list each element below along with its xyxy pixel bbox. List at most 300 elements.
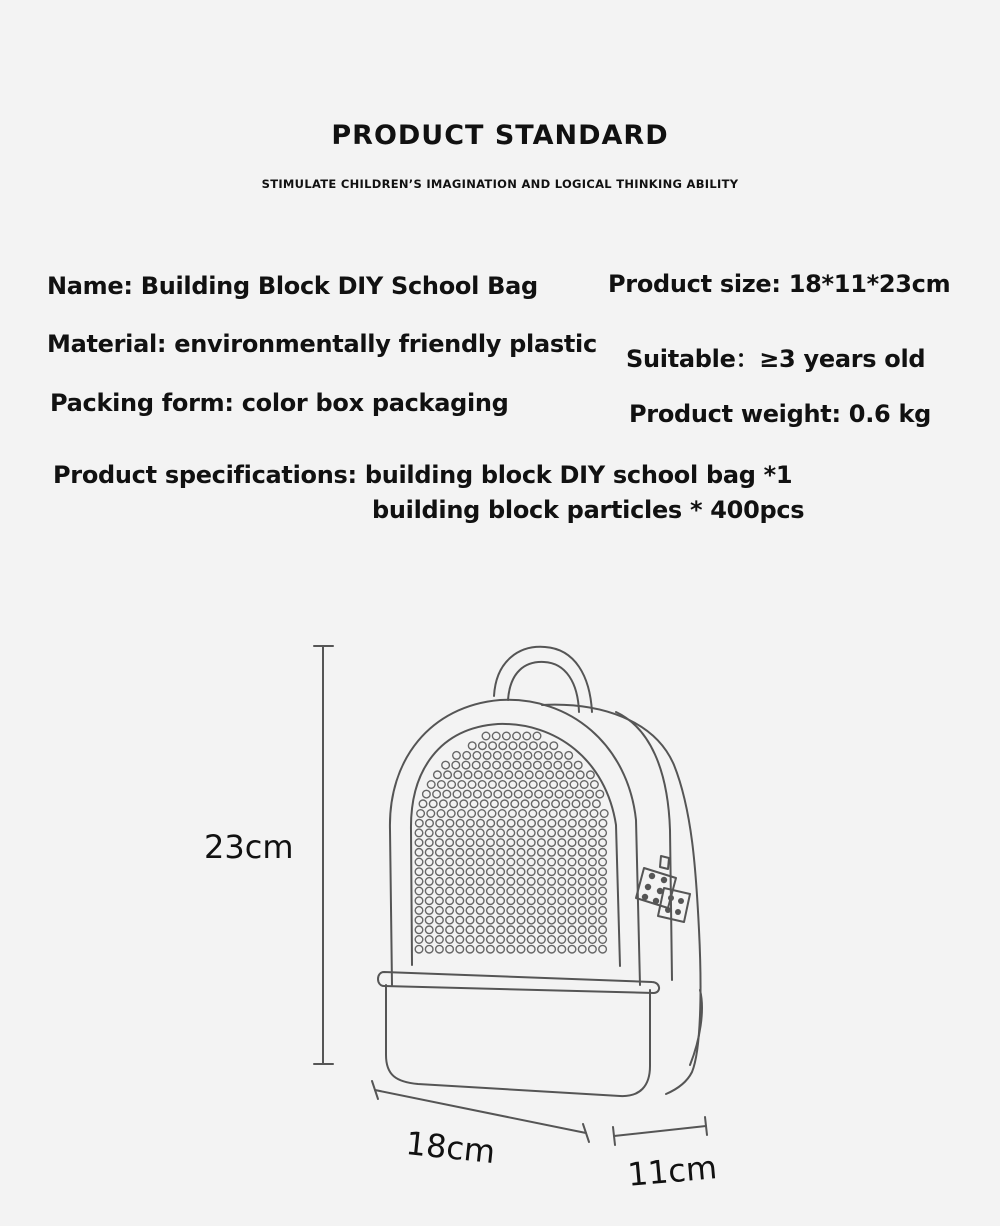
stud: [476, 858, 484, 866]
stud: [507, 936, 515, 944]
stud: [548, 819, 556, 827]
stud: [497, 887, 505, 895]
stud: [415, 897, 423, 905]
stud: [498, 810, 506, 818]
stud: [578, 945, 586, 953]
stud: [462, 761, 470, 769]
stud: [538, 936, 546, 944]
stud: [488, 810, 496, 818]
stud: [499, 742, 507, 750]
stud: [587, 771, 595, 779]
stud: [487, 878, 495, 886]
stud: [548, 849, 556, 857]
stud: [599, 926, 607, 934]
stud: [456, 945, 464, 953]
stud: [548, 868, 556, 876]
stud: [497, 907, 505, 915]
stud: [544, 761, 552, 769]
stud: [487, 916, 495, 924]
stud: [446, 897, 454, 905]
stud: [426, 819, 434, 827]
stud: [599, 829, 607, 837]
stud: [446, 945, 454, 953]
stud: [527, 916, 535, 924]
stud: [517, 926, 525, 934]
stud: [425, 926, 433, 934]
stud: [446, 819, 454, 827]
stud: [446, 907, 454, 915]
stud: [548, 907, 556, 915]
backpack-band: [378, 972, 659, 993]
stud: [578, 887, 586, 895]
stud: [538, 887, 546, 895]
charm-block-small: [658, 888, 690, 922]
stud: [578, 926, 586, 934]
stud: [568, 839, 576, 847]
stud: [448, 781, 456, 789]
stud: [487, 907, 495, 915]
stud: [517, 878, 525, 886]
stud: [497, 819, 505, 827]
stud: [476, 897, 484, 905]
stud: [558, 849, 566, 857]
stud: [443, 790, 451, 798]
depth-dimension-line: [614, 1126, 706, 1136]
stud: [476, 926, 484, 934]
stud: [527, 926, 535, 934]
stud: [507, 926, 515, 934]
stud: [578, 858, 586, 866]
stud: [436, 868, 444, 876]
stud: [527, 829, 535, 837]
stud: [519, 810, 527, 818]
stud: [463, 752, 471, 760]
stud: [466, 897, 474, 905]
stud: [453, 790, 461, 798]
stud: [456, 849, 464, 857]
stud: [507, 849, 515, 857]
stud: [446, 839, 454, 847]
stud: [476, 887, 484, 895]
stud: [568, 887, 576, 895]
stud: [503, 732, 511, 740]
stud: [507, 868, 515, 876]
stud: [427, 781, 435, 789]
stud: [568, 945, 576, 953]
stud: [528, 819, 536, 827]
stud: [456, 819, 464, 827]
charm-clip: [660, 856, 669, 869]
stud: [568, 916, 576, 924]
stud: [415, 887, 423, 895]
stud: [497, 926, 505, 934]
stud: [570, 781, 578, 789]
stud: [419, 800, 427, 808]
stud: [589, 849, 597, 857]
stud: [476, 849, 484, 857]
stud: [415, 839, 423, 847]
stud: [415, 907, 423, 915]
stud: [456, 868, 464, 876]
stud: [558, 936, 566, 944]
stud: [466, 926, 474, 934]
stud: [548, 936, 556, 944]
stud: [507, 907, 515, 915]
stud: [599, 916, 607, 924]
stud-grid: [415, 732, 608, 953]
stud: [517, 858, 525, 866]
stud: [476, 936, 484, 944]
stud: [514, 790, 522, 798]
stud: [507, 819, 515, 827]
stud: [415, 945, 423, 953]
stud: [507, 887, 515, 895]
stud: [456, 916, 464, 924]
stud: [540, 781, 548, 789]
stud: [600, 810, 608, 818]
stud: [527, 839, 535, 847]
stud: [425, 897, 433, 905]
stud: [568, 907, 576, 915]
stud: [568, 878, 576, 886]
stud: [487, 868, 495, 876]
stud: [464, 771, 472, 779]
stud: [576, 771, 584, 779]
stud: [423, 790, 431, 798]
stud: [483, 761, 491, 769]
stud: [429, 800, 437, 808]
spec-specifications-line1: Product specifications: building block DIY school bag *1: [53, 461, 793, 489]
stud: [535, 790, 543, 798]
stud: [425, 839, 433, 847]
depth-dimension-cap-right: [705, 1117, 707, 1135]
stud: [415, 868, 423, 876]
stud: [446, 887, 454, 895]
stud: [568, 849, 576, 857]
stud: [527, 868, 535, 876]
stud: [425, 849, 433, 857]
stud: [497, 858, 505, 866]
stud: [468, 781, 476, 789]
stud: [538, 858, 546, 866]
stud: [497, 878, 505, 886]
stud: [580, 810, 588, 818]
stud: [558, 858, 566, 866]
stud: [497, 849, 505, 857]
stud: [466, 858, 474, 866]
stud: [466, 907, 474, 915]
stud: [495, 771, 503, 779]
stud: [527, 936, 535, 944]
stud: [517, 897, 525, 905]
stud: [538, 829, 546, 837]
stud: [478, 781, 486, 789]
stud: [499, 781, 507, 789]
stud: [549, 810, 557, 818]
stud: [599, 887, 607, 895]
stud: [517, 907, 525, 915]
stud: [460, 800, 468, 808]
stud: [425, 858, 433, 866]
stud: [521, 800, 529, 808]
stud: [436, 926, 444, 934]
stud: [538, 878, 546, 886]
spec-weight: Product weight: 0.6 kg: [629, 400, 932, 428]
stud: [558, 829, 566, 837]
stud: [555, 790, 563, 798]
depth-dimension-cap-left: [613, 1127, 615, 1145]
stud: [582, 800, 590, 808]
stud: [599, 868, 607, 876]
stud: [489, 781, 497, 789]
stud: [450, 800, 458, 808]
page-title: PRODUCT STANDARD: [331, 120, 669, 151]
stud: [456, 907, 464, 915]
stud: [466, 849, 474, 857]
stud: [539, 810, 547, 818]
stud: [579, 819, 587, 827]
stud: [497, 936, 505, 944]
stud: [487, 829, 495, 837]
stud: [446, 878, 454, 886]
stud: [468, 810, 476, 818]
stud: [466, 916, 474, 924]
stud: [552, 800, 560, 808]
stud: [519, 781, 527, 789]
stud: [568, 926, 576, 934]
stud: [509, 742, 517, 750]
stud: [548, 839, 556, 847]
stud: [456, 829, 464, 837]
stud: [558, 878, 566, 886]
stud: [580, 781, 588, 789]
stud: [527, 907, 535, 915]
stud: [599, 878, 607, 886]
stud: [599, 849, 607, 857]
stud: [456, 887, 464, 895]
stud: [442, 761, 450, 769]
stud: [558, 887, 566, 895]
stud: [538, 916, 546, 924]
stud: [548, 858, 556, 866]
stud: [599, 819, 607, 827]
stud: [589, 829, 597, 837]
stud: [492, 732, 500, 740]
stud: [538, 897, 546, 905]
stud: [446, 916, 454, 924]
stud: [487, 887, 495, 895]
stud: [487, 819, 495, 827]
stud: [558, 839, 566, 847]
stud: [550, 781, 558, 789]
stud: [436, 829, 444, 837]
stud: [452, 761, 460, 769]
stud: [527, 878, 535, 886]
stud: [507, 897, 515, 905]
stud: [487, 945, 495, 953]
stud: [590, 810, 598, 818]
stud: [578, 907, 586, 915]
stud: [589, 887, 597, 895]
stud: [425, 887, 433, 895]
stud: [487, 839, 495, 847]
stud: [558, 945, 566, 953]
stud: [425, 829, 433, 837]
stud: [456, 878, 464, 886]
stud: [538, 945, 546, 953]
stud: [534, 752, 542, 760]
stud: [472, 761, 480, 769]
stud: [546, 771, 554, 779]
stud: [599, 936, 607, 944]
stud: [507, 839, 515, 847]
stud: [466, 839, 474, 847]
stud: [470, 800, 478, 808]
stud: [507, 878, 515, 886]
stud: [555, 752, 563, 760]
stud: [568, 868, 576, 876]
stud: [436, 945, 444, 953]
stud: [589, 926, 597, 934]
stud: [586, 790, 594, 798]
stud: [527, 858, 535, 866]
stud: [507, 945, 515, 953]
stud: [570, 810, 578, 818]
stud: [456, 926, 464, 934]
stud: [589, 819, 597, 827]
stud: [482, 732, 490, 740]
stud: [415, 849, 423, 857]
stud: [491, 800, 499, 808]
stud: [536, 771, 544, 779]
stud: [476, 945, 484, 953]
stud: [415, 829, 423, 837]
stud: [493, 761, 501, 769]
stud: [565, 752, 573, 760]
stud: [473, 752, 481, 760]
stud: [415, 926, 423, 934]
stud: [538, 819, 546, 827]
stud: [497, 916, 505, 924]
stud: [444, 771, 452, 779]
stud: [560, 810, 568, 818]
stud: [527, 897, 535, 905]
stud: [463, 790, 471, 798]
stud: [517, 916, 525, 924]
stud: [558, 819, 566, 827]
stud: [438, 781, 446, 789]
stud: [589, 916, 597, 924]
stud: [497, 829, 505, 837]
stud: [562, 800, 570, 808]
stud: [566, 771, 574, 779]
stud: [489, 742, 497, 750]
stud: [558, 868, 566, 876]
stud: [466, 936, 474, 944]
spec-size: Product size: 18*11*23cm: [608, 270, 951, 298]
stud: [456, 839, 464, 847]
stud: [497, 945, 505, 953]
stud: [524, 752, 532, 760]
stud: [542, 800, 550, 808]
stud: [548, 916, 556, 924]
stud: [425, 868, 433, 876]
stud: [578, 897, 586, 905]
stud: [568, 897, 576, 905]
spec-packing: Packing form: color box packaging: [50, 389, 509, 417]
stud: [578, 868, 586, 876]
stud: [507, 858, 515, 866]
stud: [545, 752, 553, 760]
stud: [531, 800, 539, 808]
spec-material: Material: environmentally friendly plastic: [47, 330, 597, 358]
stud: [487, 936, 495, 944]
stud: [591, 781, 599, 789]
stud: [511, 800, 519, 808]
stud: [466, 945, 474, 953]
stud: [487, 849, 495, 857]
stud: [589, 878, 597, 886]
stud: [425, 936, 433, 944]
stud: [589, 945, 597, 953]
stud: [479, 742, 487, 750]
stud: [446, 936, 454, 944]
stud: [529, 781, 537, 789]
stud: [425, 916, 433, 924]
stud: [416, 819, 424, 827]
stud: [476, 916, 484, 924]
stud: [599, 839, 607, 847]
stud: [468, 742, 476, 750]
stud: [446, 849, 454, 857]
stud: [476, 829, 484, 837]
stud: [527, 887, 535, 895]
stud: [517, 849, 525, 857]
stud: [446, 858, 454, 866]
stud: [568, 858, 576, 866]
stud: [446, 926, 454, 934]
stud: [540, 742, 548, 750]
stud: [529, 810, 537, 818]
stud: [548, 926, 556, 934]
stud: [517, 945, 525, 953]
stud: [572, 800, 580, 808]
stud: [548, 878, 556, 886]
stud: [509, 810, 517, 818]
spec-specifications-line2: building block particles * 400pcs: [372, 496, 805, 524]
stud: [485, 771, 493, 779]
stud: [519, 742, 527, 750]
stud: [415, 878, 423, 886]
stud: [478, 810, 486, 818]
stud: [494, 790, 502, 798]
stud: [436, 819, 444, 827]
backpack-zipper-line: [616, 712, 672, 980]
stud: [484, 790, 492, 798]
stud: [599, 858, 607, 866]
stud: [436, 936, 444, 944]
stud: [578, 839, 586, 847]
stud: [504, 752, 512, 760]
stud: [538, 926, 546, 934]
stud: [436, 887, 444, 895]
spec-suitable: Suitable：≥3 years old: [626, 345, 926, 373]
stud: [477, 819, 485, 827]
stud: [476, 839, 484, 847]
stud: [548, 897, 556, 905]
stud: [589, 858, 597, 866]
height-label: 23cm: [204, 828, 294, 866]
